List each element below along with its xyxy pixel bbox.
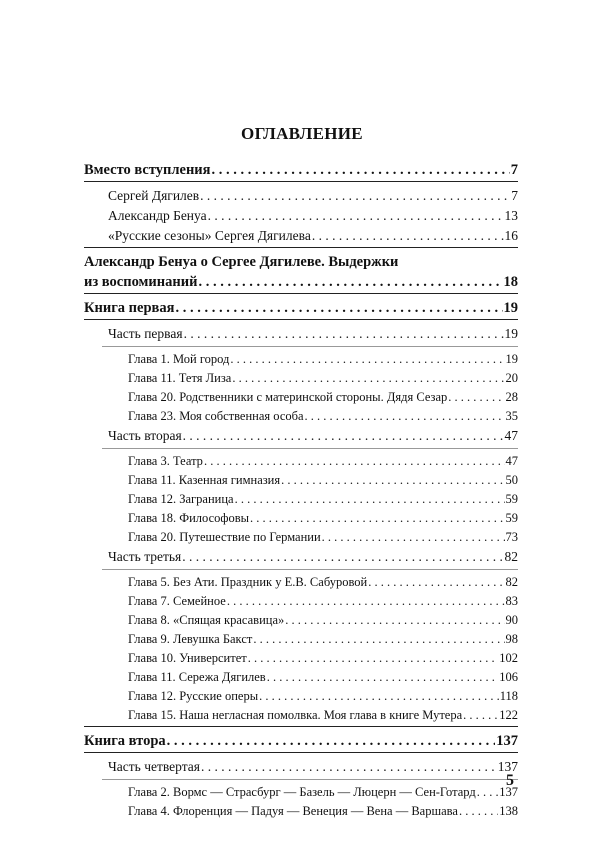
divider <box>84 319 518 320</box>
toc-label: Часть первая <box>108 326 183 341</box>
toc-entry-chapter[interactable] <box>84 573 518 592</box>
dot-leader <box>227 592 505 611</box>
toc-label: Часть четвертая <box>108 759 200 774</box>
toc-page: 19 <box>504 326 518 341</box>
toc-page: 50 <box>505 473 518 487</box>
dot-leader <box>305 407 505 426</box>
toc-label-line2: из воспоминаний <box>84 274 198 290</box>
table-of-contents <box>84 160 518 821</box>
toc-page: 59 <box>505 492 518 506</box>
toc-page: 7 <box>510 162 518 178</box>
dot-leader <box>459 802 498 821</box>
divider <box>84 293 518 294</box>
toc-label: Книга втора <box>84 733 166 749</box>
toc-label: Часть вторая <box>108 428 182 443</box>
dot-leader <box>201 757 497 777</box>
toc-entry-chapter[interactable] <box>84 452 518 471</box>
toc-label: Глава 3. Театр <box>128 454 203 468</box>
toc-entry-benois[interactable] <box>84 252 518 292</box>
toc-page: 7 <box>511 188 518 203</box>
dot-leader <box>230 350 504 369</box>
dot-leader <box>182 547 503 567</box>
toc-page: 118 <box>499 689 518 703</box>
toc-page: 82 <box>504 549 518 564</box>
toc-label: Глава 20. Родственники с материнской стороны. Дядя Сезар <box>128 390 448 404</box>
toc-entry-intro[interactable] <box>84 160 518 180</box>
divider <box>84 752 518 753</box>
toc-page: 35 <box>505 409 518 423</box>
toc-entry[interactable] <box>84 226 518 246</box>
toc-page: 18 <box>503 274 518 290</box>
dot-leader <box>259 687 499 706</box>
toc-entry-chapter[interactable] <box>84 630 518 649</box>
divider <box>84 726 518 727</box>
toc-label: Глава 11. Тетя Лиза <box>128 371 232 385</box>
dot-leader <box>183 426 504 446</box>
toc-label: Глава 20. Путешествие по Германии <box>128 530 321 544</box>
toc-page: 83 <box>505 594 518 608</box>
toc-label: Вместо вступления <box>84 162 211 178</box>
toc-entry-chapter[interactable] <box>84 783 518 802</box>
toc-label: Глава 23. Моя собственная особа <box>128 409 304 423</box>
toc-entry-chapter[interactable] <box>84 706 518 725</box>
toc-entry-chapter[interactable] <box>84 611 518 630</box>
toc-entry-chapter[interactable] <box>84 388 518 407</box>
toc-label: Глава 5. Без Ати. Праздник у Е.В. Сабуровой <box>128 575 368 589</box>
toc-entry-part[interactable] <box>84 757 518 777</box>
toc-page: 122 <box>499 708 518 722</box>
toc-entry-chapter[interactable] <box>84 350 518 369</box>
toc-page: 137 <box>499 785 518 799</box>
toc-label: Глава 15. Наша негласная помолвка. Моя глава в книге Мутера <box>128 708 463 722</box>
toc-entry-chapter[interactable] <box>84 490 518 509</box>
toc-page: 73 <box>505 530 518 544</box>
divider <box>102 346 518 347</box>
dot-leader <box>253 630 504 649</box>
toc-entry-part[interactable] <box>84 324 518 344</box>
toc-entry-part[interactable] <box>84 547 518 567</box>
toc-page: 47 <box>504 428 518 443</box>
toc-entry[interactable] <box>84 186 518 206</box>
dot-leader <box>232 369 504 388</box>
toc-label: Глава 9. Левушка Бакст <box>128 632 253 646</box>
toc-page: 59 <box>505 511 518 525</box>
toc-entry-chapter[interactable] <box>84 369 518 388</box>
dot-leader <box>204 452 505 471</box>
toc-label: «Русские сезоны» Сергея Дягилева <box>108 228 311 243</box>
toc-page: 98 <box>505 632 518 646</box>
dot-leader <box>250 509 504 528</box>
toc-label: Глава 12. Русские оперы <box>128 689 259 703</box>
dot-leader <box>248 649 499 668</box>
toc-label-line1: Александр Бенуа о Сергее Дягилеве. Выдержки <box>84 254 399 270</box>
toc-page: 82 <box>505 575 518 589</box>
toc-page: 90 <box>505 613 518 627</box>
dot-leader <box>267 668 499 687</box>
toc-label: Глава 4. Флоренция — Падуя — Венеция — Вена — Варшава <box>128 804 458 818</box>
page-title: ОГЛАВЛЕНИЕ <box>241 124 363 143</box>
toc-entry-chapter[interactable] <box>84 649 518 668</box>
toc-label: Глава 8. «Спящая красавица» <box>128 613 285 627</box>
toc-entry-chapter[interactable] <box>84 509 518 528</box>
dot-leader <box>312 226 504 246</box>
dot-leader <box>200 186 510 206</box>
toc-entry-chapter[interactable] <box>84 668 518 687</box>
dot-leader <box>167 731 496 751</box>
toc-page: 106 <box>499 670 518 684</box>
dot-leader <box>184 324 504 344</box>
toc-entry-book1[interactable] <box>84 298 518 318</box>
toc-page: 16 <box>504 228 518 243</box>
dot-leader <box>281 471 504 490</box>
dot-leader <box>448 388 504 407</box>
toc-page: 138 <box>499 804 518 818</box>
toc-page: 13 <box>504 208 518 223</box>
toc-page: 137 <box>496 733 518 749</box>
page-number: 5 <box>506 772 514 789</box>
dot-leader <box>368 573 504 592</box>
toc-page: 28 <box>505 390 518 404</box>
toc-entry-chapter[interactable] <box>84 471 518 490</box>
dot-leader <box>175 298 502 318</box>
toc-entry-book2[interactable] <box>84 731 518 751</box>
toc-entry[interactable] <box>84 206 518 226</box>
toc-entry-chapter[interactable] <box>84 528 518 547</box>
dot-leader <box>322 528 505 547</box>
toc-label: Глава 10. Университет <box>128 651 247 665</box>
toc-page: 19 <box>505 352 518 366</box>
dot-leader <box>463 706 498 725</box>
toc-label: Глава 1. Мой город <box>128 352 230 366</box>
toc-entry-chapter[interactable] <box>84 407 518 426</box>
toc-label: Александр Бенуа <box>108 208 207 223</box>
toc-entry-part[interactable] <box>84 426 518 446</box>
divider <box>84 181 518 182</box>
toc-entry-chapter[interactable] <box>84 592 518 611</box>
toc-label: Глава 2. Вормс — Страсбург — Базель — Люцерн — Сен-Готард <box>128 785 476 799</box>
toc-label: Глава 7. Семейное <box>128 594 226 608</box>
toc-page: 20 <box>505 371 518 385</box>
divider <box>102 569 518 570</box>
dot-leader <box>208 206 504 226</box>
divider <box>102 448 518 449</box>
toc-label: Глава 12. Заграница <box>128 492 234 506</box>
dot-leader <box>285 611 504 630</box>
divider <box>102 779 518 780</box>
toc-page: 19 <box>503 300 518 316</box>
toc-page: 47 <box>505 454 518 468</box>
toc-entry-chapter[interactable] <box>84 802 518 821</box>
dot-leader <box>235 490 505 509</box>
toc-label: Часть третья <box>108 549 182 564</box>
dot-leader <box>198 272 502 292</box>
toc-page: 102 <box>499 651 518 665</box>
toc-label: Глава 11. Сережа Дягилев <box>128 670 266 684</box>
toc-entry-chapter[interactable] <box>84 687 518 706</box>
toc-label: Книга первая <box>84 300 175 316</box>
divider <box>84 247 518 248</box>
toc-label: Сергей Дягилев <box>108 188 200 203</box>
toc-label: Глава 18. Философовы <box>128 511 250 525</box>
dot-leader <box>212 160 510 180</box>
dot-leader <box>477 783 499 802</box>
toc-label: Глава 11. Казенная гимназия <box>128 473 281 487</box>
toc-page: 137 <box>497 759 518 774</box>
